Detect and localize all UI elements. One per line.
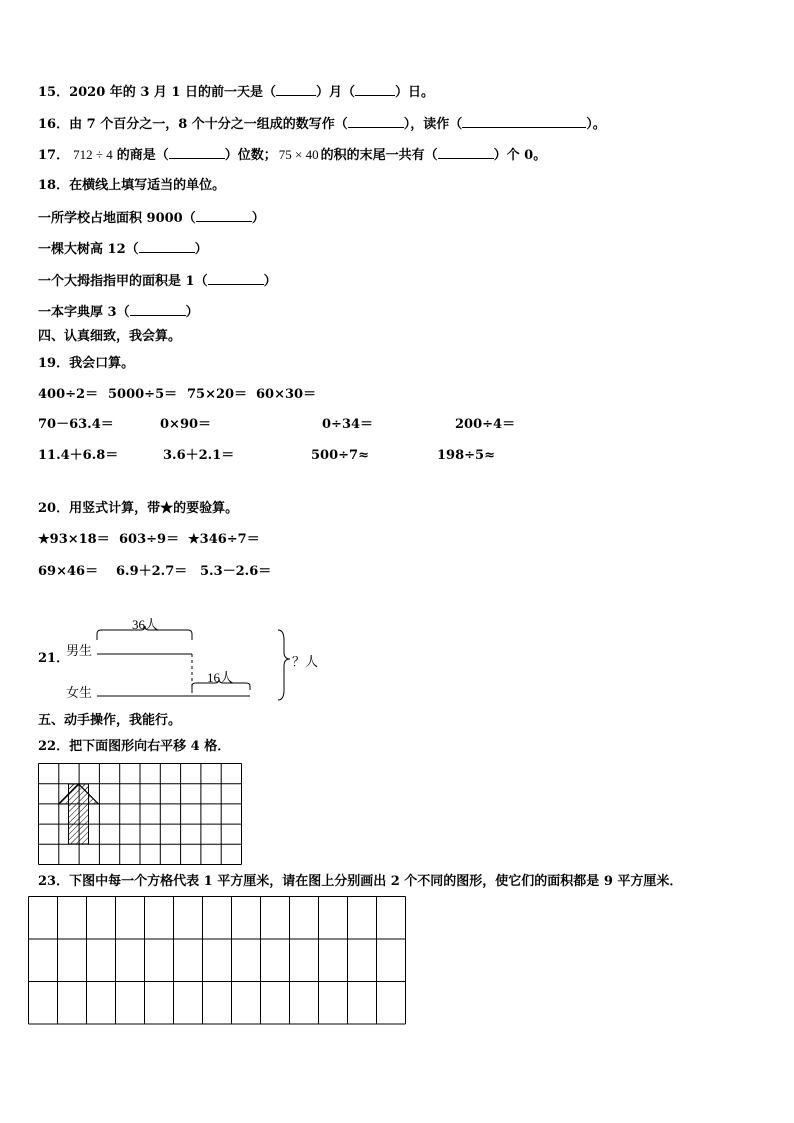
- calc-item: ★346÷7＝: [188, 532, 260, 547]
- brace-total: [278, 630, 290, 700]
- calc-item: 603÷9＝: [119, 532, 180, 547]
- calc-item: 75×20＝: [187, 387, 248, 402]
- question-number: 17．: [38, 148, 70, 163]
- question-text: 2020 年的 3 月 1 日的前一天是（: [69, 85, 276, 100]
- calc-item: 60×30＝: [256, 387, 317, 402]
- calc-item: 70－63.4＝: [38, 417, 114, 432]
- question-15: 15．2020 年的 3 月 1 日的前一天是（ ）月（ ）日。: [38, 85, 435, 100]
- calc-item: 11.4＋6.8＝: [38, 448, 119, 463]
- brace-boys: [97, 626, 192, 640]
- unit-item: 一本字典厚 3（ ）: [38, 305, 199, 320]
- calc-item: 3.6＋2.1＝: [163, 448, 235, 463]
- question-16: 16．由 7 个百分之一，8 个十分之一组成的数写作（ ），读作（ ）。: [38, 117, 606, 132]
- boys-label: 男生: [66, 643, 93, 658]
- question-18-title: 18．在横线上填写适当的单位。: [38, 178, 226, 193]
- translation-grid: [38, 763, 243, 866]
- calc-item: ★93×18＝: [38, 532, 110, 547]
- calc-item: 5.3－2.6＝: [200, 564, 272, 579]
- question-number: 20．: [38, 501, 70, 516]
- question-number: 18．: [38, 178, 70, 193]
- calc-item: 500÷7≈: [311, 448, 369, 463]
- math-expression: 75 × 40: [278, 147, 319, 162]
- girls-label: 女生: [66, 685, 93, 700]
- question-20-title: 20．用竖式计算，带★的要验算。: [38, 501, 239, 516]
- question-19-title: 19．我会口算。: [38, 356, 135, 371]
- drawing-grid[interactable]: [28, 896, 410, 1026]
- boys-count-label: 36人: [132, 617, 159, 632]
- question-number: 16．: [38, 117, 70, 132]
- calc-item: 200÷4＝: [455, 417, 516, 432]
- unit-item: 一所学校占地面积 9000（ ）: [38, 211, 265, 226]
- calc-item: 5000÷5＝: [108, 387, 178, 402]
- math-expression: 712 ÷ 4: [73, 147, 113, 162]
- question-number: 23．: [38, 874, 70, 889]
- question-number: 21．: [38, 651, 70, 666]
- calc-item: 6.9＋2.7＝: [116, 564, 188, 579]
- question-number: 19．: [38, 356, 70, 371]
- question-number: 22．: [38, 739, 70, 754]
- calc-item: 0÷34＝: [322, 417, 374, 432]
- calc-item: 198÷5≈: [437, 448, 495, 463]
- calc-item: 400÷2＝: [38, 387, 99, 402]
- unit-item: 一个大拇指指甲的面积是 1（ ）: [38, 274, 277, 289]
- unit-item: 一棵大树高 12（ ）: [38, 242, 208, 257]
- section-heading: 四、认真细致，我会算。: [38, 329, 182, 344]
- question-text: 由 7 个百分之一，8 个十分之一组成的数写作（: [69, 117, 348, 132]
- question-number: 15．: [38, 85, 70, 100]
- brace-difference: [192, 679, 250, 690]
- calc-item: 0×90＝: [160, 417, 212, 432]
- calc-item: 69×46＝: [38, 564, 99, 579]
- question-17: 17． 712 ÷ 4 的商是（ ）位数； 75 × 40 的积的末尾一共有（ ）个 0。: [38, 147, 547, 163]
- total-label: ？人: [292, 654, 319, 669]
- difference-label: 16人: [207, 670, 234, 685]
- arrow-shaft: [69, 784, 89, 844]
- question-23-title: 23．下图中每一个方格代表 1 平方厘米，请在图上分别画出 2 个不同的图形，使它们的面积都是 9 平方厘米．: [38, 874, 683, 889]
- section-heading: 五、动手操作，我能行。: [38, 713, 182, 728]
- question-22-title: 22．把下面图形向右平移 4 格．: [38, 739, 231, 754]
